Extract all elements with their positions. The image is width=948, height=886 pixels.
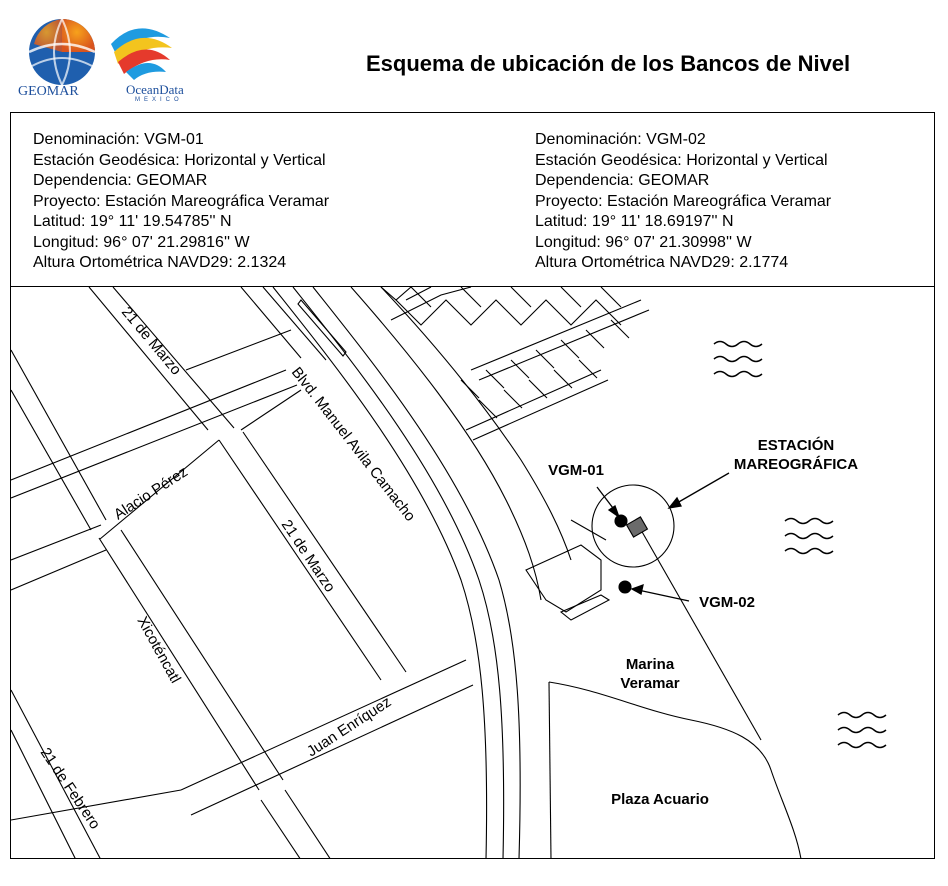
info-estacion: Estación Geodésica: Horizontal y Vertical <box>33 151 326 169</box>
street-label-xicotencatl: Xicoténcatl <box>133 613 184 687</box>
label-estacion-line2: MAREOGRÁFICA <box>733 456 859 473</box>
page-title: Esquema de ubicación de los Bancos de Nivel <box>366 51 851 76</box>
street-label-21-de-marzo-south: 21 de Marzo <box>277 516 339 596</box>
street-label-blvd-manuel-avila-camacho: Blvd. Manuel Avila Camacho <box>287 363 419 525</box>
info-latitud: Latitud: 19° 11' 18.69197'' N <box>535 213 734 230</box>
geomar-logo-text: GEOMAR <box>18 84 79 99</box>
info-denominacion: Denominación: VGM-02 <box>535 131 706 148</box>
arrow-icons <box>597 473 729 601</box>
pier-structure <box>381 287 649 440</box>
benchmark-point-icon-vgm01 <box>615 515 627 527</box>
benchmark-info-vgm02 <box>535 130 831 274</box>
benchmark-info-vgm01 <box>33 130 329 274</box>
label-plaza-acuario: Plaza Acuario <box>611 791 709 808</box>
info-dependencia: Dependencia: GEOMAR <box>535 172 710 189</box>
street-label-juan-enriquez: Juan Enríquez <box>303 693 395 761</box>
info-proyecto: Proyecto: Estación Mareográfica Veramar <box>33 192 330 210</box>
tide-gauge-icon <box>627 517 648 537</box>
oceandata-logo-text: OceanData <box>126 82 184 97</box>
info-altura: Altura Ortométrica NAVD29: 2.1774 <box>535 254 789 271</box>
label-marina-line1: Marina <box>625 656 675 673</box>
label-vgm-01: VGM-01 <box>548 462 604 479</box>
street-label-alacio-perez: Alacio Pérez <box>110 463 191 524</box>
info-proyecto: Proyecto: Estación Mareográfica Veramar <box>535 192 832 210</box>
street-lines <box>11 287 473 859</box>
info-estacion: Estación Geodésica: Horizontal y Vertical <box>535 151 828 169</box>
benchmark-point-icon-vgm02 <box>619 581 631 593</box>
label-marina-line2: Veramar <box>620 675 680 692</box>
water-waves-icon <box>714 342 886 748</box>
info-longitud: Longitud: 96° 07' 21.29816'' W <box>33 233 250 251</box>
info-latitud: Latitud: 19° 11' 19.54785'' N <box>33 213 232 230</box>
label-vgm-02: VGM-02 <box>699 594 755 611</box>
info-denominacion: Denominación: VGM-01 <box>33 131 204 148</box>
info-longitud: Longitud: 96° 07' 21.30998'' W <box>535 233 752 251</box>
location-map <box>10 287 935 859</box>
street-label-21-de-marzo-north: 21 de Marzo <box>117 303 185 379</box>
label-estacion-line1: ESTACIÓN <box>757 437 835 454</box>
map-canvas <box>11 287 935 859</box>
benchmark-info-panel <box>10 112 935 287</box>
street-label-21-de-febrero: 21 de Febrero <box>36 744 104 833</box>
info-altura: Altura Ortométrica NAVD29: 2.1324 <box>33 254 287 271</box>
info-dependencia: Dependencia: GEOMAR <box>33 172 208 189</box>
oceandata-logo-subtext: MEXICO <box>135 97 183 103</box>
pier-line <box>641 530 761 740</box>
